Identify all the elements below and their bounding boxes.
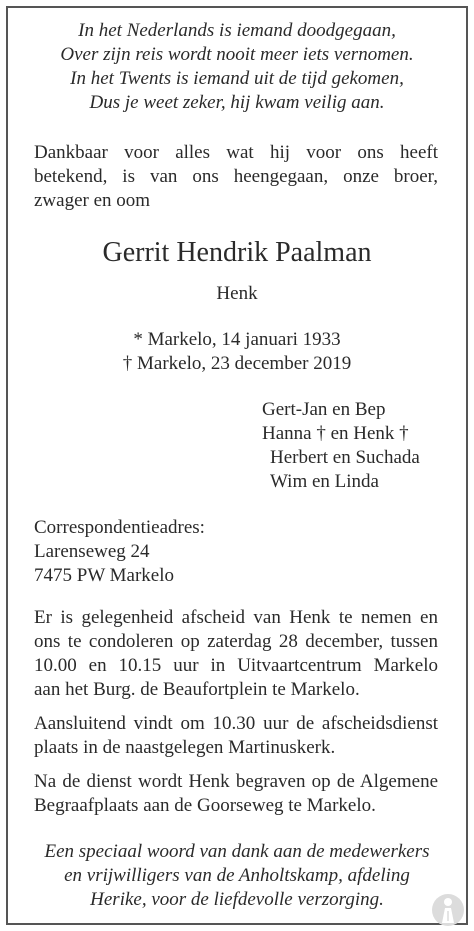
family-member: Herbert en Suchada <box>270 447 420 468</box>
condolence-line: ons te condoleren op zaterdag 28 december, tussen <box>34 631 438 652</box>
address-street: Larenseweg 24 <box>34 541 150 562</box>
condolence-line: aan het Burg. de Beaufortplein te Markelo. <box>34 679 360 700</box>
service-line: plaats in de naastgelegen Martinuskerk. <box>34 737 336 758</box>
deceased-nickname: Henk <box>216 283 258 304</box>
death-date: † Markelo, 23 december 2019 <box>122 353 352 374</box>
poem-line: Over zijn reis wordt nooit meer iets vernomen. <box>60 44 414 65</box>
burial-line: Na de dienst wordt Henk begraven op de Algemene <box>34 771 438 792</box>
birth-date: * Markelo, 14 januari 1933 <box>133 329 341 350</box>
family-member: Wim en Linda <box>270 471 379 492</box>
condolence-line: Er is gelegenheid afscheid van Henk te nemen en <box>34 607 438 628</box>
poem-line: In het Nederlands is iemand doodgegaan, <box>78 20 396 41</box>
service-line: Aansluitend vindt om 10.30 uur de afscheidsdienst <box>34 713 438 734</box>
deceased-name: Gerrit Hendrik Paalman <box>102 237 372 268</box>
family-member: Hanna † en Henk † <box>262 423 409 444</box>
address-city: 7475 PW Markelo <box>34 565 175 586</box>
thanks-line: Een speciaal woord van dank aan de medewerkers <box>44 841 430 862</box>
poem-line: Dus je weet zeker, hij kwam veilig aan. <box>89 92 385 113</box>
thanks-line: Herike, voor de liefdevolle verzorging. <box>90 889 384 910</box>
thanks-line: en vrijwilligers van de Anholtskamp, afdeling <box>64 865 410 886</box>
address-label: Correspondentieadres: <box>34 517 205 538</box>
poem-line: In het Twents is iemand uit de tijd gekomen, <box>70 68 404 89</box>
condolence-line: 10.00 en 10.15 uur in Uitvaartcentrum Markelo <box>34 655 438 676</box>
burial-line: Begraafplaats aan de Goorseweg te Markelo. <box>34 795 376 816</box>
intro-line: zwager en oom <box>34 190 151 211</box>
memorial-logo-icon <box>431 893 465 927</box>
intro-line: Dankbaar voor alles wat hij voor ons heeft <box>34 142 438 163</box>
intro-line: betekend, is van ons heengegaan, onze broer, <box>34 166 438 187</box>
family-member: Gert-Jan en Bep <box>262 399 386 420</box>
